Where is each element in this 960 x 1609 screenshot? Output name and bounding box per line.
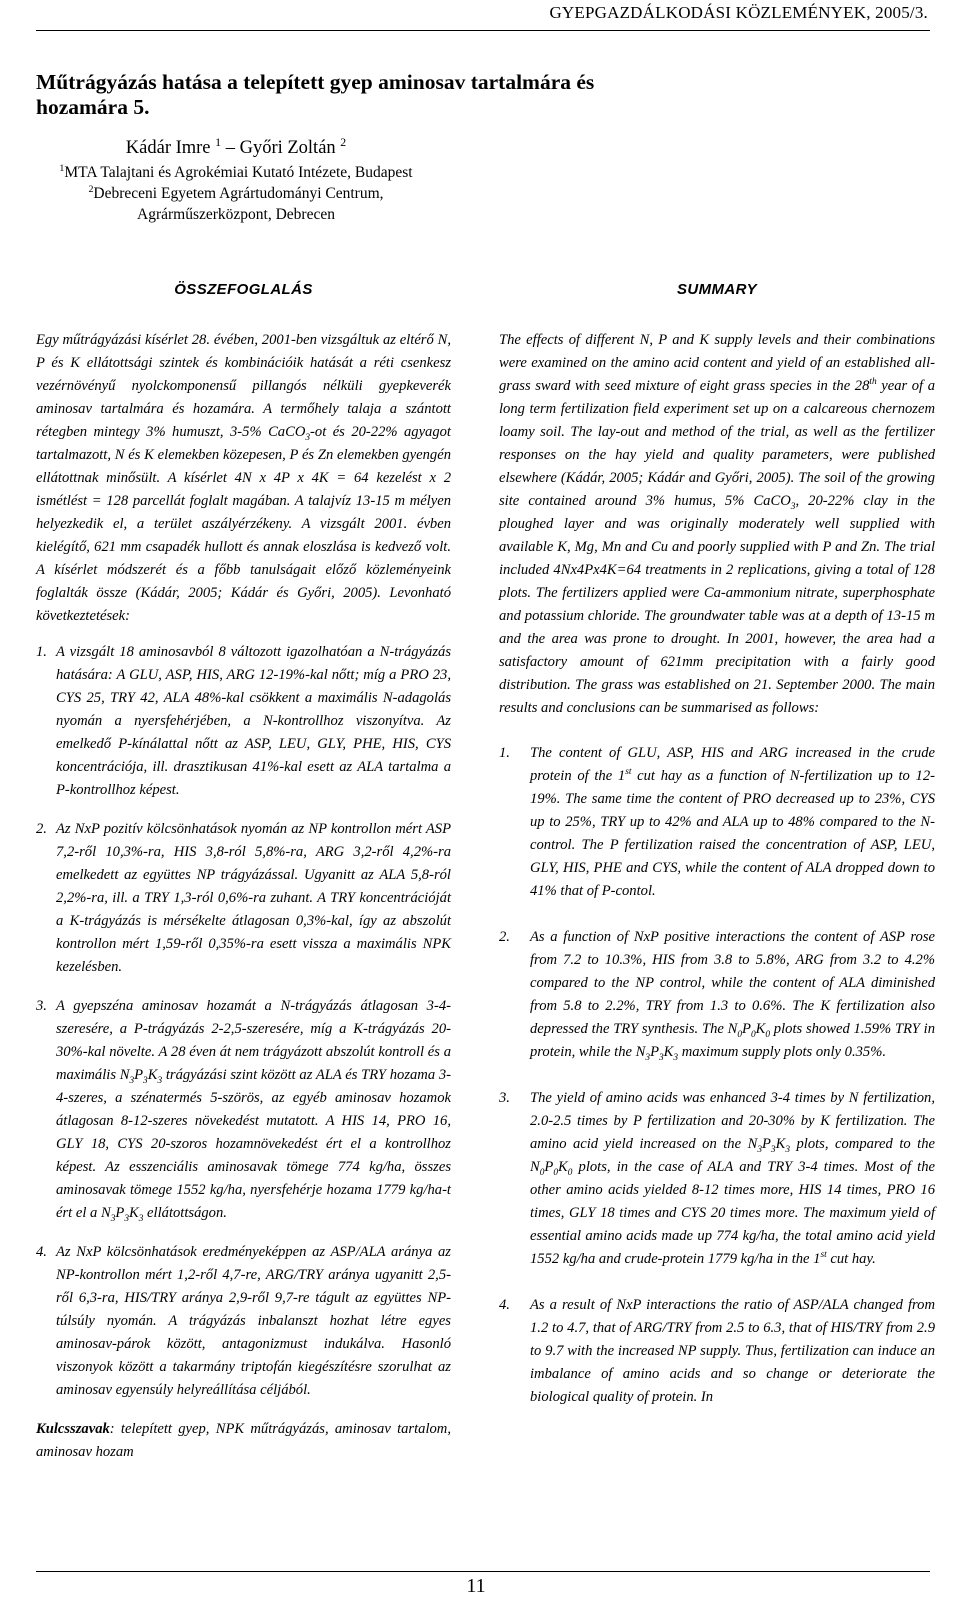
author-2-marker: 2 [340,134,347,149]
item-number: 4. [499,1297,510,1313]
text-part: P [115,1205,125,1221]
text-part: plots showed 1.59% TRY in protein, while the N [530,1021,935,1060]
item-number: 1. [499,745,510,761]
subscript: 0 [539,1167,545,1178]
list-item [36,1241,451,1402]
subscript: 3 [790,501,796,512]
subscript: 3 [124,1213,129,1224]
affiliation-2 [36,183,436,204]
english-heading: SUMMARY [676,281,758,298]
list-item [36,818,451,979]
english-intro [499,329,935,720]
page-number: 11 [466,1575,486,1597]
subscript: 3 [110,1213,116,1224]
running-header [36,0,930,31]
item-text [530,926,935,1064]
author-names [36,136,436,160]
text-part: plots, compared to the N [530,1136,936,1175]
list-item [499,1087,935,1271]
item-number: 3. [36,998,47,1014]
text-part: cut hay as a function of N-fertilization up to 12-19%. The same time the content of PRO decreased up to 23%, CYS up to 25%, TRY up to 42% and ALA up to 48% compared to the N-control. The P fertilization raised the concentration of ASP, LEU, GLY, HIS, PHE and CYS, while the content of ALA dropped down to 41% that of P-contol. [530,768,935,899]
text-part: K [755,1021,766,1037]
hu-intro-part-a: Egy műtrágyázási kísérlet 28. évében, 2001-ben vizsgáltuk az eltérő N, P és K ellátottsági szintek és kombinációik hatását a réti csenkesz vezérnövényű nyolckomponensű pillangós nélküli gyepkeverék aminosav tartalmára és hozamára. A termőhely talaja a szántott rétegben mintegy 3% humuszt, 3-5% CaCO [36,332,451,440]
subscript: 3 [757,1144,762,1155]
author-1-marker: 1 [215,134,222,149]
author-separator: – [221,138,240,158]
text-part: P [761,1136,771,1152]
text-part: As a function of NxP positive interactions the content of ASP rose from 7.2 to 10.3%, HIS from 3.8 to 5.8%, ARG from 3.2 to 4.2% compared to the NP control, while the content of ALA diminished from 5.8 to 2.2%, TRY from 1.3 to 0.6%. The K fertilization also depressed the TRY synthesis. The N [530,929,935,1037]
item-number: 2. [36,821,47,837]
subscript: 0 [737,1029,743,1040]
en-intro-part-a: The effects of different N, P and K supply levels and their combinations were examined on the amino acid content and yield of an established all-grass sward with seed mixture of eight grass species in the 28 [499,332,935,394]
superscript: th [869,377,877,388]
text-part: trágyázási szint között az ALA és TRY hozama 3-4-szeres, a szénatermés 5-szörös, az egyéb aminosav hozamok átlagosan 8-12-szeres növekedést mutatott. A HIS 14, PRO 16, GLY 18, CYS 20-szoros hozamnövekedést ért el a kontrollhoz képest. Az esszenciális aminosavak tömege 774 kg/ha, összes aminosavak tömege 1552 kg/ha, nyersfehérje hozama 1779 kg/ha-t ért el a N [56,1067,451,1221]
text-part: The yield of amino acids was enhanced 3-4 times by N fertilization, 2.0-2.5 times by P fertilization and 20-30% by K fertilization. The amino acid yield increased on the N [530,1090,935,1152]
text-part: K [129,1205,139,1221]
en-intro-part-c: , 20-22% clay in the ploughed layer and was originally moderately well supplied with available K, Mg, Mn and Cu and poorly supplied with P and Zn. The trial included 4Nx4Px4K=64 treatments in 2 replications, giving a total of 128 plots. The fertilizers applied were Ca-ammonium nitrate, superphosphate and potassium chloride. The groundwater table was at a depth of 13-15 m and the area was prone to drought. In 2001, however, the area had a satisfactory amount of 621mm precipitation with a fairly good distribution. The grass was established on 21. September 2000. The main results and conclusions can be summarised as follows: [499,493,936,716]
list-item [499,742,935,903]
item-text [530,1087,935,1271]
author-1: Kádár Imre [125,138,211,158]
text-part: P [650,1044,659,1060]
item-number: 4. [36,1244,47,1260]
item-text: A vizsgált 18 aminosavból 8 változott igazolhatóan a N-trágyázás hatására: A GLU, ASP, HIS, ARG 12-19%-kal nőtt; míg a PRO 23, CYS 25, TRY 42, ALA 48%-kal csökkent a maximális N-adagolás nyomán a nyersfehérjében, a N-kontrollhoz viszonyítva. Az emelkedő P-kínálattal nőtt az ASP, LEU, GLY, PHE, HIS, CYS koncentrációja, ill. drasztikusan 41%-kal esett az ALA tartalma a P-kontrollhoz képest. [56,644,451,798]
hungarian-abstract [36,280,451,1464]
item-number: 2. [499,929,510,945]
text-part: maximum supply plots only 0.35%. [678,1044,887,1060]
text-part: K [775,1136,786,1152]
text-part: K [558,1159,568,1175]
text-part: K [663,1044,674,1060]
affiliation-2-line-1: Debreceni Egyetem Agrártudományi Centrum, [93,185,384,202]
text-part: plots, in the case of ALA and TRY 3-4 times. Most of the other amino acids yielded 8-12 times more, HIS 14 times, PRO 16 times, GLY 18 times and CYS 20 times more. The maximum yield of essential amino acids made up 774 kg/ha, the total amino acid yield 1552 kg/ha and crude-protein 1779 kg/ha in the 1 [530,1159,935,1267]
hungarian-heading: ÖSSZEFOGLALÁS [174,281,313,298]
item-number: 3. [499,1090,510,1106]
text-part: P [544,1159,554,1175]
hungarian-findings [36,641,451,1402]
item-text: Az NxP pozitív kölcsönhatások nyomán az NP kontrollon mért ASP 7,2-ről 10,3%-ra, HIS 3,8-ról 5,8%-ra, ARG 3,2-ről 4,2%-ra emelkedett az együttes NP trágyázással. Ugyanitt az ALA 5,8-ról 2,2%-ra, ill. a TRY 1,3-ról 0,6%-ra zuhant. A TRY koncentrációját a K-trágyázás is mérsékelte átlagosan 0,3%-kal, így az abszolút kontrollon mért 1,59-ről 0,35%-ra esett vissza a maximális NPK kezelésben. [56,821,451,975]
subscript: 3 [143,1075,148,1086]
item-text [530,742,935,903]
journal-title: GYEPGAZDÁLKODÁSI KÖZLEMÉNYEK, 2005/3. [549,3,928,22]
hu-intro-part-b: -ot és 20-22% agyagot tartalmazott, N és K elemekben közepesen, P és Zn elemekben gyengén ellátottnak minősült. A kísérlet 4N x 4P x 4K = 64 kezelést x 2 ismétlést = 128 parcellát foglalt magában. A talajvíz 13-15 m mélyen helyezkedik el, a terület aszályérzékeny. A vizsgált 2001. évben kielégítő, 621 mm csapadék hullott és annak eloszlása is kedvező volt. A kísérlet módszerét és a főbb tanulságait előző közleményeink foglalták össze (Kádár, 2005; Kádár és Győri, 2005). Levonható következtetések: [36,424,451,624]
text-part: P [742,1021,751,1037]
affiliation-1 [36,162,436,183]
text-part: ellátottságon. [143,1205,227,1221]
subscript: 3 [645,1052,651,1063]
en-intro-part-b: year of a long term fertilization field experiment set up on a calcareous chernozem loamy soil. The lay-out and method of the trial, as well as the fertilizer responses on the hay yield and quality parameters, were published elsewhere (Kádár, 2005; Kádár and Győri, 2005). The soil of the growing site contained around 3% humus, 5% CaCO [499,378,935,509]
subscript: 0 [750,1029,756,1040]
item-number: 1. [36,644,47,660]
keywords-label: Kulcsszavak [36,1421,110,1437]
item-text: As a result of NxP interactions the ratio of ASP/ALA changed from 1.2 to 4.7, that of ARG/TRY from 2.5 to 6.3, that of HIS/TRY from 2.9 to 9.7 with the increased NP supply. Thus, fertilization can induce an imbalance of amino acids and so change or deteriorate the biological quality of protein. In [530,1297,935,1405]
text-part: cut hay. [826,1251,876,1267]
english-summary [499,280,935,1432]
author-block [36,136,436,225]
affiliation-2-cont: Agrárműszerközpont, Debrecen [137,206,335,223]
subscript: 3 [129,1075,135,1086]
superscript: st [625,767,632,778]
list-item [36,995,451,1225]
keywords [36,1418,451,1464]
paper-title: Műtrágyázás hatása a telepített gyep aminosav tartalmára és hozamára 5. [36,70,595,119]
text-part: P [134,1067,144,1083]
list-item [499,926,935,1064]
subscript: 0 [553,1167,558,1178]
affiliation-1-marker: 1 [59,162,65,174]
hu-intro-subscript: 3 [305,432,311,443]
affiliation-2-marker: 2 [88,183,94,195]
footer-rule [36,1571,930,1572]
affiliation-1-text: MTA Talajtani és Agrokémiai Kutató Intézete, Budapest [64,164,413,181]
subscript: 3 [157,1075,163,1086]
subscript: 3 [658,1052,664,1063]
superscript: st [820,1250,827,1261]
subscript: 0 [765,1029,771,1040]
text-part: The content of GLU, ASP, HIS and ARG increased in the crude protein of the 1 [530,745,935,784]
hungarian-intro [36,329,451,628]
subscript: 3 [785,1144,790,1155]
keywords-text: : telepített gyep, NPK műtrágyázás, aminosav tartalom, aminosav hozam [36,1421,451,1460]
subscript: 3 [673,1052,679,1063]
text-part: K [147,1067,158,1083]
item-text [56,995,451,1225]
author-2: Győri Zoltán [239,138,336,158]
subscript: 3 [138,1213,144,1224]
english-findings [499,742,935,1409]
list-item [499,1294,935,1409]
subscript: 0 [567,1167,573,1178]
item-text: Az NxP kölcsönhatások eredményeképpen az ASP/ALA aránya az NP-kontrollon mért 1,2-ről 4,7-re, ARG/TRY aránya ugyanitt 2,5-ről 6,3-ra, HIS/TRY aránya 2,9-ről 9,7-re tágult az együttes NP-túlsúly nyomán. A trágyázás inbalanszt hozhat létre egyes aminosav-párok között, antagonizmust indukálva. Hasonló viszonyok között a takarmány triptofán kiegészítésre szorulhat az aminosav egyensúly helyreállítása céljából. [56,1244,451,1398]
text-part: A gyepszéna aminosav hozamát a N-trágyázás átlagosan 3-4-szeresére, a P-trágyázás 2-2,5-szeresére, míg a K-trágyázás 20-30%-kal növelte. A 28 éven át nem trágyázott abszolút kontroll és a maximális N [56,998,451,1083]
subscript: 3 [770,1144,776,1155]
list-item [36,641,451,802]
